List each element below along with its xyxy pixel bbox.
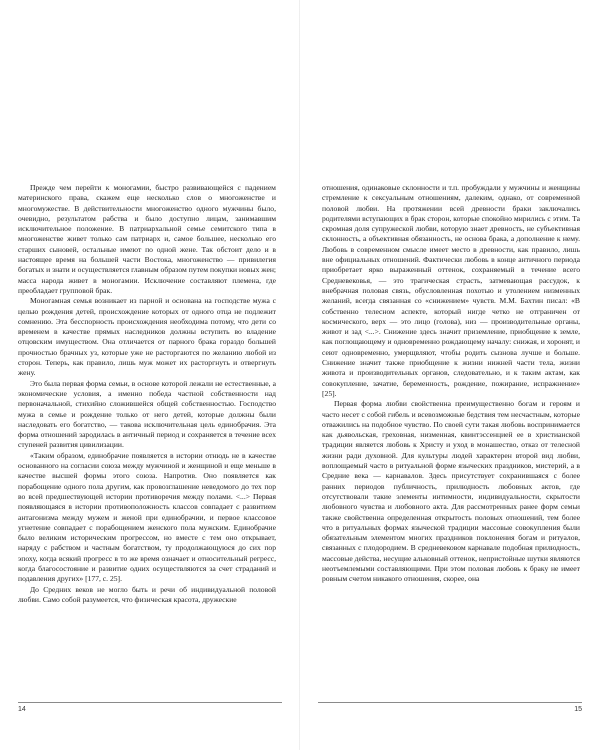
page-number: 14	[18, 706, 26, 713]
paragraph: отношения, одинаковые склонности и т.п. пробуждали у мужчины и женщины стремление к сексуальным отношениям, далеким, однако, от современной половой любви. На протяжении всей древности браки заключались родителями вступающих в брак сторон, которые спокойно мирились с этим. Та скромная доля супружеской любви, которую знает древность, не субъективная склонность, а объективная обязанность, не основа брака, а дополнение к нему. Любовь в современном смысле имеет место в древности, как правило, лишь вне официальных отношений. Фактически любовь в конце античного периода приобретает ярко выраженный оттенок, сохраняемый в течение всего Средневековья, — это трагическая страсть, затмевающая рассудок, к внебрачная половая связь, обусловленная похотью и утолением низменных желаний, всегда связанная со «снижением» чувств. М.М. Бахтин писал: «В собственно телесном аспекте, который нигде четко не отграничен от космического, верх — это лицо (голова), низ — производительные органы, живот и зад <...>. Снижение здесь значит приземление, приобщение к земле, как поглощающему и одновременно рождающему началу: снижая, и хоронят, и сеют одновременно, умерщвляют, чтобы родить сызнова лучше и больше. Снижение значит также приобщение к жизни нижней части тела, жизни живота и производительных органов, следовательно, и к таким актам, как совокупление, зачатие, беременность, рождение, пожирание, испражнение» [25].	[322, 183, 580, 398]
footer-rule	[18, 702, 282, 703]
page-number: 15	[574, 706, 582, 713]
paragraph: Первая форма любви свойственна преимущественно богам и героям и часто несет с собой гибель и всевозможные бедствия тем несчастным, которые отважились на подобное чувство. По своей сути такая любовь воспринимается как дьявольская, греховная, низменная, квинтэссенцией ее в христианской традиции является любовь к Христу и уход в монашество, отказ от телесной жизни ради духовной. Для культуры людей характерен второй вид любви, воплощаемый часто в ритуальной форме языческих праздников, мистерий, а в Средние века — карнавалов. Здесь присутствует сохранившаяся с более ранних периодов публичность, прилюдность любовных актов, где отсутствовали такие элементы интимности, индивидуальности, скрытости любовного чувства и любовного акта. Для рассмотренных ранее форм семьи также свойственна определенная открытость половых отношений, тем более что в ритуальных формах языческой традиции массовые совокупления были обязательным элементом многих праздников поклонения богам и ритуалов, связанных с плодородием. В средневековом карнавале подобная прилюдность, массовые действа, несущие альковный оттенок, непристойные шутки являются неотъемлемыми составляющими. При этом половая любовь к браку не имеет ровным счетом никакого отношения, скорее, она	[322, 399, 580, 584]
paragraph: До Средних веков не могло быть и речи об индивидуальной половой любви. Само собой разумеется, что физическая красота, дружеские	[18, 584, 276, 604]
paragraph: Моногамная семья возникает из парной и основана на господстве мужа с целью рождения детей, происхождение которых от одного отца не подлежит сомнению. Эта бесспорность происхождения необходима потому, что дети со временем в качестве прямых наследников должны вступить во владение отцовским имуществом. Она отличается от парного брака гораздо большей прочностью брачных уз, которые уже не расторгаются по желанию любой из сторон. Теперь, как правило, лишь муж может их расторгнуть и отвергнуть жену.	[18, 296, 276, 378]
left-text-column	[18, 183, 276, 605]
right-page	[300, 0, 600, 750]
paragraph: Это была первая форма семьи, в основе которой лежали не естественные, а экономические условия, а именно победа частной собственности над первоначальной, стихийно сложившейся общей собственностью. Господство мужа в семье и рождение только от него детей, которые должны были наследовать его богатство, — такова исключительная цель единобрачия. Эта форма отношений зародилась в античный период и сохраняется в течение всех ступеней развития цивилизации.	[18, 378, 276, 450]
paragraph: «Таким образом, единобрачие появляется в истории отнюдь не в качестве основанного на согласии союза между мужчиной и женщиной и еще меньше в качестве высшей формы этого союза. Напротив. Оно появляется как порабощение одного пола другим, как провозглашение неведомого до тех пор во всей предшествующей истории противоречия между полами. <...> Первая появляющаяся в истории противоположность классов совпадает с развитием антагонизма между мужем и женой при единобрачии, и первое классовое угнетение совпадает с порабощением женского пола мужским. Единобрачие было великим историческим прогрессом, но вместе с тем оно открывает, наряду с рабством и частным богатством, ту продолжающуюся до сих пор эпоху, когда всякий прогресс в то же время означает и относительный регресс, когда благосостояние и развитие одних осуществляются за счет страданий и подавления других» [177, с. 25].	[18, 450, 276, 584]
right-text-column	[322, 183, 580, 585]
paragraph: Прежде чем перейти к моногамии, быстро развивающейся с падением материнского права, скажем еще несколько слов о многоженстве и многомужестве. В действительности многоженство одного мужчины было, очевидно, результатом рабства и было доступно лицам, занимавшим исключительное положение. В патриархальной семье семитского типа в многоженстве живет только сам патриарх и, самое большее, несколько его старших сыновей, остальные имеют по одной жене. Так обстоит дело и в настоящее время на большей части Востока, многоженство — привилегия богатых и знати и осуществляется главным образом путем покупки новых жен; масса народа живет в моногамии. Исключение составляют племена, где преобладает групповой брак.	[18, 183, 276, 295]
footer-rule	[318, 702, 582, 703]
